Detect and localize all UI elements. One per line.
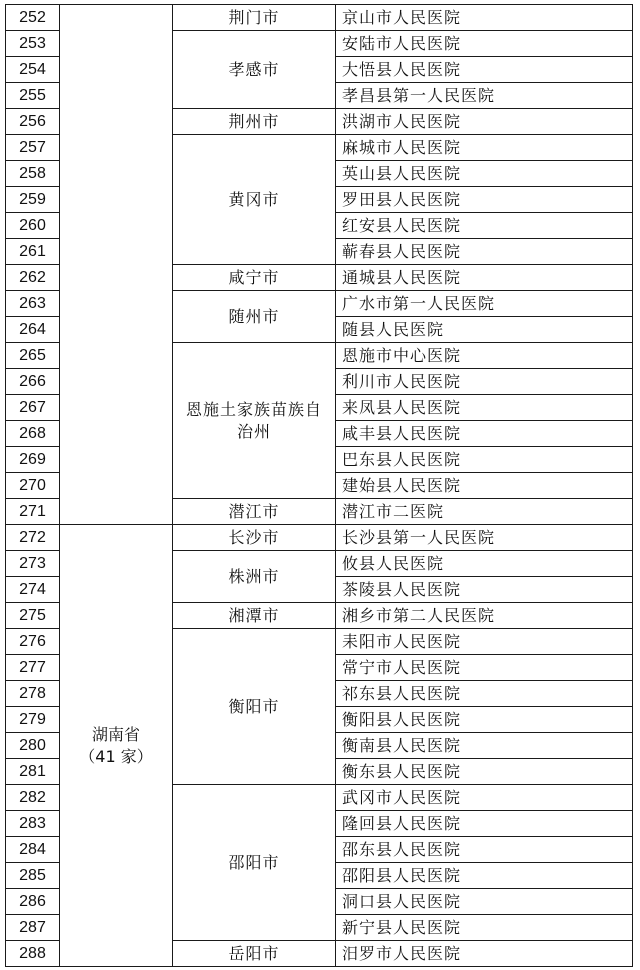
hospital-name: 汨罗市人民医院 bbox=[336, 941, 633, 967]
row-number: 286 bbox=[6, 889, 60, 915]
city-cell-yueyang: 岳阳市 bbox=[173, 941, 336, 967]
city-cell-xianning: 咸宁市 bbox=[173, 265, 336, 291]
row-number: 253 bbox=[6, 31, 60, 57]
hospital-name: 麻城市人民医院 bbox=[336, 135, 633, 161]
city-cell-hengyang: 衡阳市 bbox=[173, 629, 336, 785]
hospital-name: 祁东县人民医院 bbox=[336, 681, 633, 707]
city-cell-zhuzhou: 株洲市 bbox=[173, 551, 336, 603]
row-number: 262 bbox=[6, 265, 60, 291]
row-number: 282 bbox=[6, 785, 60, 811]
row-number: 255 bbox=[6, 83, 60, 109]
hospital-name: 恩施市中心医院 bbox=[336, 343, 633, 369]
city-cell-changsha: 长沙市 bbox=[173, 525, 336, 551]
city-cell-shaoyang: 邵阳市 bbox=[173, 785, 336, 941]
row-number: 270 bbox=[6, 473, 60, 499]
row-number: 283 bbox=[6, 811, 60, 837]
row-number: 276 bbox=[6, 629, 60, 655]
province-cell-hunan bbox=[60, 525, 173, 967]
hospital-name: 英山县人民医院 bbox=[336, 161, 633, 187]
row-number: 288 bbox=[6, 941, 60, 967]
row-number: 256 bbox=[6, 109, 60, 135]
row-number: 271 bbox=[6, 499, 60, 525]
hospital-name: 洞口县人民医院 bbox=[336, 889, 633, 915]
hospital-name: 洪湖市人民医院 bbox=[336, 109, 633, 135]
row-number: 275 bbox=[6, 603, 60, 629]
province-cell-hubei bbox=[60, 5, 173, 525]
hospital-name: 耒阳市人民医院 bbox=[336, 629, 633, 655]
row-number: 269 bbox=[6, 447, 60, 473]
row-number: 268 bbox=[6, 421, 60, 447]
hospital-name: 孝昌县第一人民医院 bbox=[336, 83, 633, 109]
table-row bbox=[6, 525, 633, 551]
hospital-name: 潜江市二医院 bbox=[336, 499, 633, 525]
hospital-name: 隆回县人民医院 bbox=[336, 811, 633, 837]
city-cell-huanggang: 黄冈市 bbox=[173, 135, 336, 265]
city-cell-jingzhou: 荆州市 bbox=[173, 109, 336, 135]
row-number: 266 bbox=[6, 369, 60, 395]
row-number: 287 bbox=[6, 915, 60, 941]
row-number: 267 bbox=[6, 395, 60, 421]
row-number: 278 bbox=[6, 681, 60, 707]
hospital-name: 衡东县人民医院 bbox=[336, 759, 633, 785]
hospital-name: 邵阳县人民医院 bbox=[336, 863, 633, 889]
hospital-name: 建始县人民医院 bbox=[336, 473, 633, 499]
row-number: 285 bbox=[6, 863, 60, 889]
hospital-name: 湘乡市第二人民医院 bbox=[336, 603, 633, 629]
hospital-name: 广水市第一人民医院 bbox=[336, 291, 633, 317]
hospital-name: 武冈市人民医院 bbox=[336, 785, 633, 811]
row-number: 265 bbox=[6, 343, 60, 369]
hospital-name: 茶陵县人民医院 bbox=[336, 577, 633, 603]
city-cell-qianjiang: 潜江市 bbox=[173, 499, 336, 525]
row-number: 258 bbox=[6, 161, 60, 187]
hospital-name: 随县人民医院 bbox=[336, 317, 633, 343]
hospital-name: 攸县人民医院 bbox=[336, 551, 633, 577]
city-cell-suizhou: 随州市 bbox=[173, 291, 336, 343]
hospital-name: 邵东县人民医院 bbox=[336, 837, 633, 863]
hospital-name: 罗田县人民医院 bbox=[336, 187, 633, 213]
hospital-name: 巴东县人民医院 bbox=[336, 447, 633, 473]
hospital-name: 咸丰县人民医院 bbox=[336, 421, 633, 447]
hospital-name: 新宁县人民医院 bbox=[336, 915, 633, 941]
hospital-name: 安陆市人民医院 bbox=[336, 31, 633, 57]
row-number: 260 bbox=[6, 213, 60, 239]
province-count: （41 家） bbox=[79, 746, 153, 766]
row-number: 281 bbox=[6, 759, 60, 785]
hospital-name: 衡南县人民医院 bbox=[336, 733, 633, 759]
hospital-name: 京山市人民医院 bbox=[336, 5, 633, 31]
row-number: 254 bbox=[6, 57, 60, 83]
hospital-name: 常宁市人民医院 bbox=[336, 655, 633, 681]
hospital-name: 利川市人民医院 bbox=[336, 369, 633, 395]
hospital-name: 通城县人民医院 bbox=[336, 265, 633, 291]
hospital-list-table bbox=[5, 4, 633, 967]
city-cell-jingmen: 荆门市 bbox=[173, 5, 336, 31]
province-name: 湖南省 bbox=[91, 724, 140, 744]
row-number: 252 bbox=[6, 5, 60, 31]
table-row bbox=[6, 5, 633, 31]
hospital-name: 来凤县人民医院 bbox=[336, 395, 633, 421]
row-number: 263 bbox=[6, 291, 60, 317]
row-number: 277 bbox=[6, 655, 60, 681]
city-cell-enshi: 恩施土家族苗族自治州 bbox=[173, 343, 336, 499]
row-number: 261 bbox=[6, 239, 60, 265]
row-number: 284 bbox=[6, 837, 60, 863]
city-cell-xiaogan: 孝感市 bbox=[173, 31, 336, 109]
row-number: 274 bbox=[6, 577, 60, 603]
hospital-name: 长沙县第一人民医院 bbox=[336, 525, 633, 551]
row-number: 264 bbox=[6, 317, 60, 343]
row-number: 257 bbox=[6, 135, 60, 161]
hospital-name: 衡阳县人民医院 bbox=[336, 707, 633, 733]
row-number: 272 bbox=[6, 525, 60, 551]
hospital-name: 蕲春县人民医院 bbox=[336, 239, 633, 265]
row-number: 259 bbox=[6, 187, 60, 213]
hospital-name: 大悟县人民医院 bbox=[336, 57, 633, 83]
row-number: 273 bbox=[6, 551, 60, 577]
row-number: 279 bbox=[6, 707, 60, 733]
row-number: 280 bbox=[6, 733, 60, 759]
city-cell-xiangtan: 湘潭市 bbox=[173, 603, 336, 629]
hospital-name: 红安县人民医院 bbox=[336, 213, 633, 239]
